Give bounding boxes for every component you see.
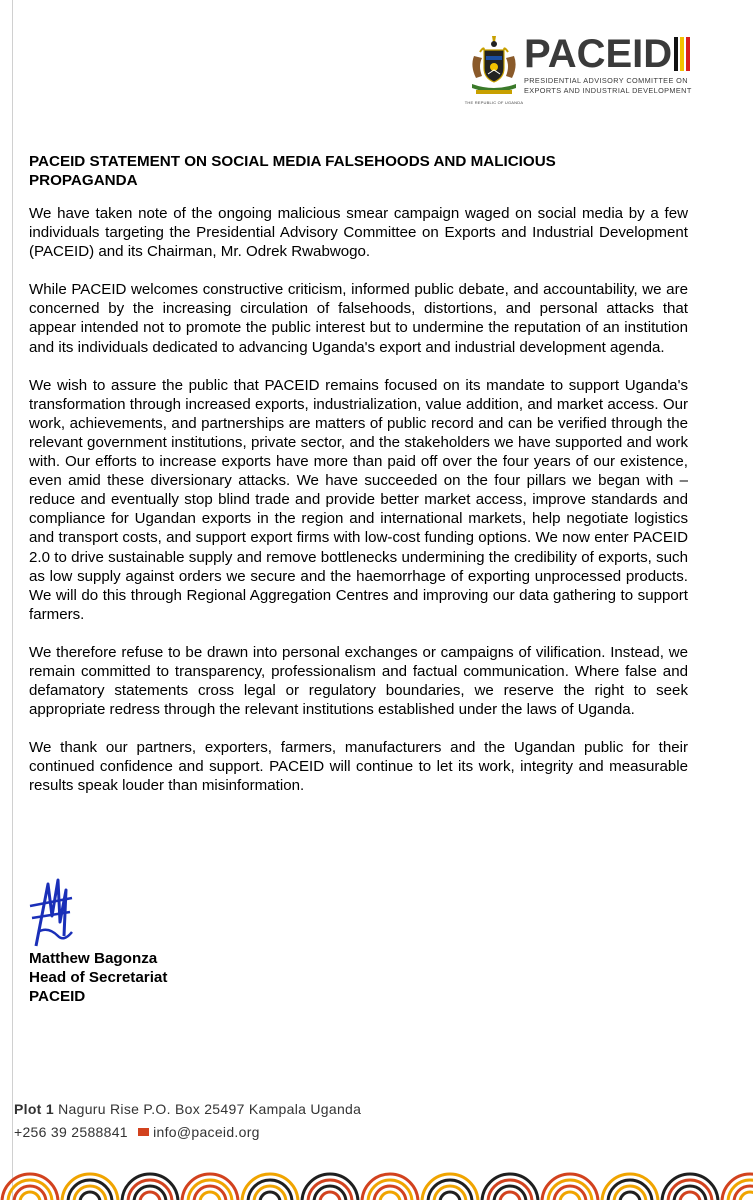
paragraph-1: We have taken note of the ongoing malicious smear campaign waged on social media by a few individuals targeting the Presidential Advisory Committee on Exports and Industrial Development (PACEID) and its Chairman, Mr. Odrek Rwabwogo.	[29, 205, 688, 261]
statement-body	[29, 152, 688, 815]
signatory-organization: PACEID	[29, 988, 86, 1005]
signatory-position: Head of Secretariat	[29, 969, 168, 986]
address-plot: Plot 1	[14, 1101, 54, 1117]
letterhead	[466, 30, 696, 112]
coat-of-arms-icon	[466, 34, 522, 98]
band-arc	[20, 1192, 40, 1200]
brand-logo	[524, 32, 692, 95]
paragraph-2: While PACEID welcomes constructive criticism, informed public debate, and accountability, we are concerned by the increasing circulation of falsehoods, distortions, and personal attacks that appear intended not to promote the public interest but to undermine the reputation of an institution and its individuals dedicated to advancing Uganda's export and industrial development agenda.	[29, 281, 688, 356]
band-arc	[320, 1192, 340, 1200]
band-arc	[620, 1192, 640, 1200]
band-arc	[380, 1192, 400, 1200]
flag-bars-icon	[674, 37, 690, 71]
footer-phone-email	[14, 1121, 361, 1144]
paragraph-5: We thank our partners, exporters, farmers, manufacturers and the Ugandan public for their continued confidence and support. PACEID will continue to let its work, integrity and measurable results speak louder than misinformation.	[29, 739, 688, 795]
footer-pattern-band	[0, 1158, 753, 1200]
footer-contact	[14, 1098, 361, 1144]
statement-title	[29, 152, 688, 190]
signatory-name: Matthew Bagonza	[29, 950, 158, 967]
paragraph-4: We therefore refuse to be drawn into personal exchanges or campaigns of vilification. Instead, we remain committed to transparency, professionalism and factual communication. Where false and defamatory statements cross legal or regulatory boundaries, we reserve the right to seek appropriate redress through the relevant institutions established under the laws of Uganda.	[29, 643, 688, 719]
paragraph-3: We wish to assure the public that PACEID remains focused on its mandate to support Uganda's transformation through increased exports, industrialization, value addition, and market access. Our work, achievements, and partnerships are matters of public record and can be verified through the relevant government institutions, private sector, and the stakeholders we have supported and work with. Our efforts to increase exports have more than paid off over the four years of our existence, even amid these diversionary attacks. We have succeeded on the four pillars we began with – reduce and eventually stop blind trade and provide better market access, improve standards and compliance for Ugandan exports in the region and international markets, help negotiate logistics and transport costs, and support export firms with low-cost funding options. We now enter PACEID 2.0 to drive sustainable supply and remove bottlenecks undermining the credibility of exports, such as low supply against orders we secure and the haemorrhage of exporting unprocessed products. We will do this through Regional Aggregation Centres and improving our data gathering to support farmers.	[29, 376, 688, 623]
band-arc	[200, 1192, 220, 1200]
address-text: Naguru Rise P.O. Box 25497 Kampala Uganda	[53, 1101, 362, 1117]
band-arc	[440, 1192, 460, 1200]
band-arc	[740, 1192, 753, 1200]
band-arc	[140, 1192, 160, 1200]
envelope-icon	[138, 1128, 149, 1136]
title-line-1: PACEID STATEMENT ON SOCIAL MEDIA FALSEHOODS AND MALICIOUS	[29, 153, 556, 170]
brand-subtitle-2: EXPORTS AND INDUSTRIAL DEVELOPMENT	[524, 85, 692, 95]
brand-name: PACEID	[524, 32, 673, 76]
footer-address	[14, 1098, 361, 1121]
band-arc	[260, 1192, 280, 1200]
band-arc	[500, 1192, 520, 1200]
signature-block	[29, 949, 167, 1006]
band-arc	[560, 1192, 580, 1200]
brand-subtitle-1: PRESIDENTIAL ADVISORY COMMITTEE ON	[524, 76, 688, 85]
signature-icon	[26, 876, 76, 952]
band-arc	[680, 1192, 700, 1200]
footer-email[interactable]: info@paceid.org	[153, 1124, 260, 1140]
footer-phone: +256 39 2588841	[14, 1124, 128, 1140]
coat-caption: THE REPUBLIC OF UGANDA	[464, 100, 524, 105]
brand-wordmark	[524, 32, 692, 76]
band-arc	[80, 1192, 100, 1200]
title-line-2: PROPAGANDA	[29, 172, 138, 189]
